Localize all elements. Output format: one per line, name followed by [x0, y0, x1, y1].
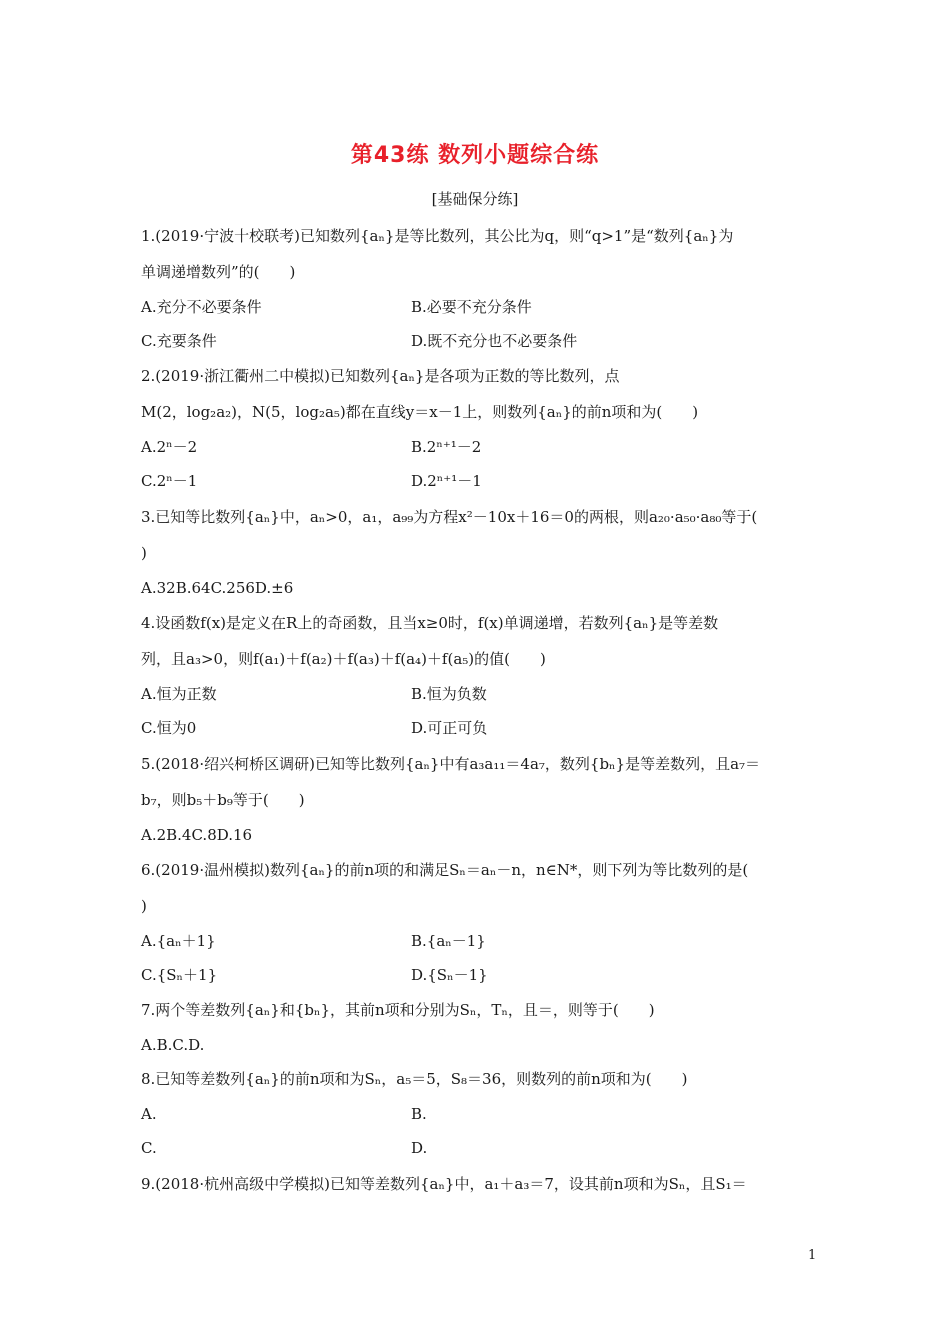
q2-stem-line1: 2.(2019·浙江衢州二中模拟)已知数列{aₙ}是各项为正数的等比数列，点	[141, 367, 620, 385]
q8-option-d: D.	[411, 1139, 428, 1157]
q4-stem-line2: 列，且a₃>0，则f(a₁)＋f(a₂)＋f(a₃)＋f(a₄)＋f(a₅)的值( )	[141, 650, 546, 668]
page-title: 第43练 数列小题综合练	[350, 143, 600, 168]
q4-option-a: A.恒为正数	[141, 685, 217, 703]
section-heading: [基础保分练]	[431, 190, 519, 208]
q3-options: A.32B.64C.256D.±6	[141, 579, 294, 597]
q2-option-b: B.2ⁿ⁺¹－2	[411, 438, 482, 456]
q1-stem-line2: 单调递增数列”的( )	[141, 263, 296, 281]
q6-option-b: B.{aₙ－1}	[411, 932, 486, 950]
q6-option-d: D.{Sₙ－1}	[411, 966, 488, 984]
q5-stem-line2: b₇，则b₅＋b₉等于( )	[141, 791, 305, 809]
q2-option-c: C.2ⁿ－1	[141, 472, 198, 490]
q1-option-b: B.必要不充分条件	[411, 298, 532, 316]
q7-stem-line1: 7.两个等差数列{aₙ}和{bₙ}，其前n项和分别为Sₙ，Tₙ，且＝，则等于( )	[141, 1001, 655, 1019]
q4-option-c: C.恒为0	[141, 719, 197, 737]
q8-option-a: A.	[141, 1105, 157, 1123]
q2-stem-line2: M(2，log₂a₂)，N(5，log₂a₅)都在直线y＝x－1上，则数列{aₙ}的前n项和为( )	[141, 403, 699, 421]
q5-stem-line1: 5.(2018·绍兴柯桥区调研)已知等比数列{aₙ}中有a₃a₁₁＝4a₇，数列{bₙ}是等差数列，且a₇＝	[141, 755, 761, 773]
q8-stem-line1: 8.已知等差数列{aₙ}的前n项和为Sₙ，a₅＝5，S₈＝36，则数列的前n项和为( )	[141, 1070, 688, 1088]
q6-stem-line1: 6.(2019·温州模拟)数列{aₙ}的前n项的和满足Sₙ＝aₙ－n，n∈N*，则下列为等比数列的是(	[141, 861, 749, 879]
q5-options: A.2B.4C.8D.16	[141, 826, 253, 844]
q2-option-d: D.2ⁿ⁺¹－1	[411, 472, 482, 490]
q4-option-b: B.恒为负数	[411, 685, 487, 703]
q1-option-c: C.充要条件	[141, 332, 217, 350]
q9-stem-line1: 9.(2018·杭州高级中学模拟)已知等差数列{aₙ}中，a₁＋a₃＝7，设其前n项和为Sₙ，且S₁＝	[141, 1175, 747, 1193]
q2-option-a: A.2ⁿ－2	[141, 438, 198, 456]
q7-options: A.B.C.D.	[141, 1036, 205, 1054]
q1-stem-line1: 1.(2019·宁波十校联考)已知数列{aₙ}是等比数列，其公比为q，则“q>1”是“数列{aₙ}为	[141, 227, 734, 245]
q3-stem-line2: )	[141, 544, 147, 562]
q6-stem-line2: )	[141, 897, 147, 915]
q6-option-c: C.{Sₙ＋1}	[141, 966, 218, 984]
q3-stem-line1: 3.已知等比数列{aₙ}中，aₙ>0，a₁，a₉₉为方程x²－10x＋16＝0的两根，则a₂₀·a₅₀·a₈₀等于(	[141, 508, 758, 526]
q1-option-d: D.既不充分也不必要条件	[411, 332, 578, 350]
q4-stem-line1: 4.设函数f(x)是定义在R上的奇函数，且当x≥0时，f(x)单调递增，若数列{aₙ}是等差数	[141, 614, 719, 632]
q8-option-b: B.	[411, 1105, 427, 1123]
page-number: 1	[808, 1248, 817, 1263]
q8-option-c: C.	[141, 1139, 157, 1157]
q6-option-a: A.{aₙ＋1}	[141, 932, 216, 950]
q1-option-a: A.充分不必要条件	[141, 298, 262, 316]
q4-option-d: D.可正可负	[411, 719, 488, 737]
